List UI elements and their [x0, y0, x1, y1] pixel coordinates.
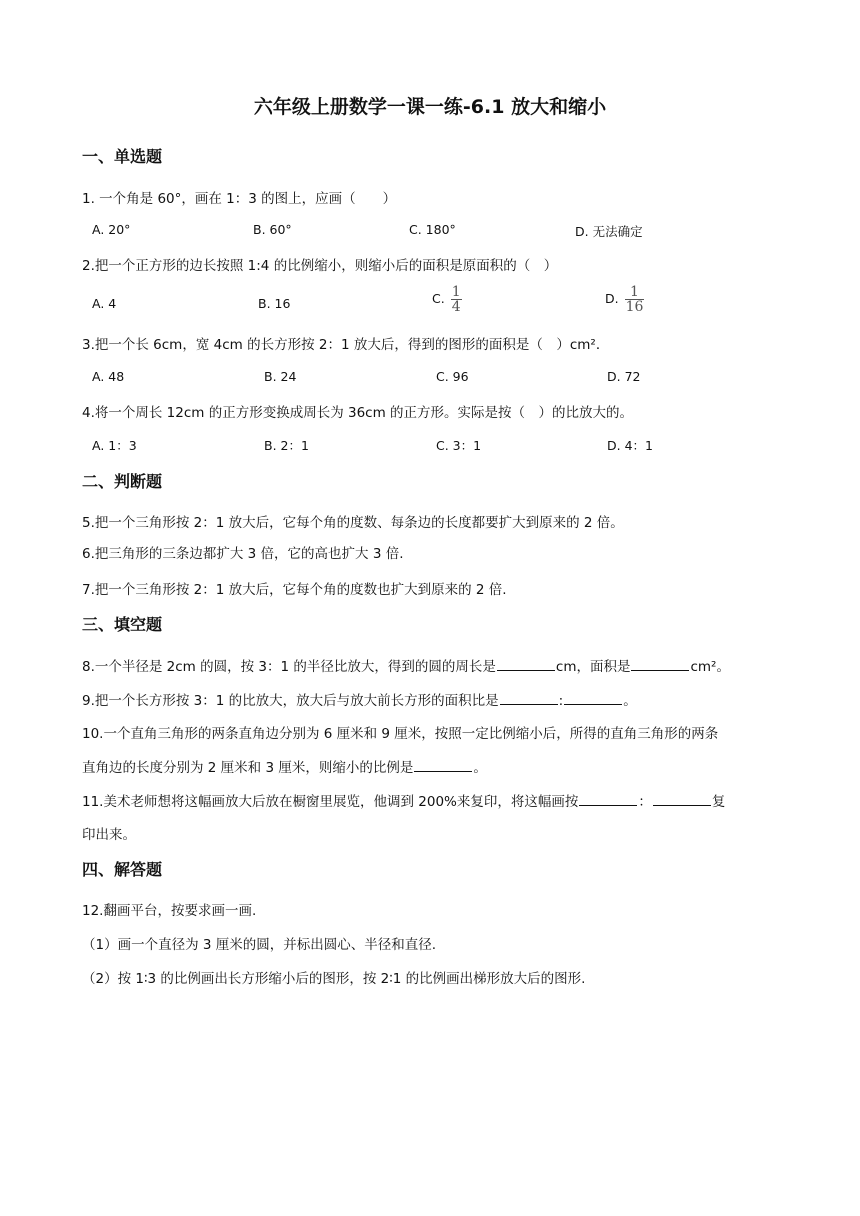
- question-10-line-1: 10.一个直角三角形的两条直角边分别为 6 厘米和 9 厘米，按照一定比例缩小后，所得的直角三角形的两条: [82, 726, 719, 742]
- q9-text-a: 9.把一个长方形按 3：1 的比放大，放大后与放大前长方形的面积比是: [82, 693, 499, 709]
- answer-blank[interactable]: [500, 692, 558, 705]
- answer-blank[interactable]: [497, 658, 555, 671]
- q1-option-b: B. 60°: [253, 222, 292, 237]
- q8-text-a: 8.一个半径是 2cm 的圆，按 3：1 的半径比放大，得到的圆的周长是: [82, 659, 496, 675]
- question-12-part-1: （1）画一个直径为 3 厘米的圆，并标出圆心、半径和直径.: [82, 937, 437, 953]
- q9-text-c: 。: [623, 693, 637, 709]
- q9-text-b: :: [558, 693, 564, 709]
- question-8: [82, 655, 730, 675]
- answer-blank[interactable]: [653, 793, 711, 806]
- question-5: 5.把一个三角形按 2：1 放大后，它每个角的度数、每条边的长度都要扩大到原来的 2 倍。: [82, 515, 624, 531]
- q3-option-d: D. 72: [607, 369, 641, 384]
- q4-option-b: B. 2：1: [264, 438, 309, 453]
- q8-text-b: cm，面积是: [555, 659, 631, 675]
- q1-option-d: D. 无法确定: [575, 224, 643, 239]
- q2-option-c-fraction: [451, 285, 462, 314]
- page-title: 六年级上册数学一课一练-6.1 放大和缩小: [253, 96, 607, 118]
- question-12: 12.翻画平台，按要求画一画.: [82, 903, 257, 919]
- question-6: 6.把三角形的三条边都扩大 3 倍，它的高也扩大 3 倍.: [82, 546, 404, 562]
- section-true-false: 二、判断题: [82, 472, 163, 491]
- fraction-denominator: 4: [451, 299, 461, 315]
- q8-text-c: cm²。: [690, 659, 730, 675]
- q10-text-a: 直角边的长度分别为 2 厘米和 3 厘米，则缩小的比例是: [82, 760, 414, 776]
- q4-option-c: C. 3：1: [436, 438, 482, 453]
- question-11-line-1: [82, 790, 725, 810]
- section-fill-blank: 三、填空题: [82, 615, 163, 634]
- fraction-numerator: 1: [451, 284, 461, 300]
- question-7: 7.把一个三角形按 2：1 放大后，它每个角的度数也扩大到原来的 2 倍.: [82, 582, 507, 598]
- fraction-numerator: 1: [625, 285, 645, 300]
- question-11-line-2: 印出来。: [82, 827, 136, 843]
- q11-text-a: 11.美术老师想将这幅画放大后放在橱窗里展览，他调到 200%来复印，将这幅画按: [82, 794, 579, 810]
- section-solve: 四、解答题: [82, 860, 163, 879]
- q2-option-c-label: C.: [432, 291, 445, 306]
- q2-option-d-fraction: [625, 285, 645, 314]
- q11-text-c: 复: [711, 794, 726, 810]
- q4-option-d: D. 4：1: [607, 438, 653, 453]
- q4-option-a: A. 1：3: [92, 438, 137, 453]
- q2-option-a: A. 4: [92, 296, 117, 311]
- question-2: 2.把一个正方形的边长按照 1:4 的比例缩小，则缩小后的面积是原面积的（ ）: [82, 258, 558, 274]
- q1-option-c: C. 180°: [409, 222, 456, 237]
- q11-text-b: ：: [638, 794, 652, 810]
- question-9: [82, 689, 637, 709]
- question-1: 1. 一个角是 60°，画在 1：3 的图上，应画（ ）: [82, 191, 397, 207]
- answer-blank[interactable]: [414, 759, 472, 772]
- q1-option-a: A. 20°: [92, 222, 131, 237]
- answer-blank[interactable]: [579, 793, 637, 806]
- question-10-line-2: [82, 756, 487, 776]
- q3-option-a: A. 48: [92, 369, 125, 384]
- fraction-denominator: 16: [625, 299, 644, 315]
- question-3: 3.把一个长 6cm，宽 4cm 的长方形按 2：1 放大后，得到的图形的面积是（ ）cm²．: [82, 337, 610, 353]
- answer-blank[interactable]: [564, 692, 622, 705]
- section-single-choice: 一、单选题: [82, 147, 163, 166]
- q2-option-d-label: D.: [605, 291, 619, 306]
- q2-option-c: [432, 285, 462, 314]
- q10-text-b: 。: [473, 760, 487, 776]
- q3-option-c: C. 96: [436, 369, 469, 384]
- q2-option-b: B. 16: [258, 296, 291, 311]
- answer-blank[interactable]: [631, 658, 689, 671]
- q2-option-d: [605, 285, 644, 314]
- q3-option-b: B. 24: [264, 369, 297, 384]
- question-4: 4.将一个周长 12cm 的正方形变换成周长为 36cm 的正方形。实际是按（ ）的比放大的。: [82, 405, 634, 421]
- question-12-part-2: （2）按 1∶3 的比例画出长方形缩小后的图形，按 2∶1 的比例画出梯形放大后的图形.: [82, 971, 586, 987]
